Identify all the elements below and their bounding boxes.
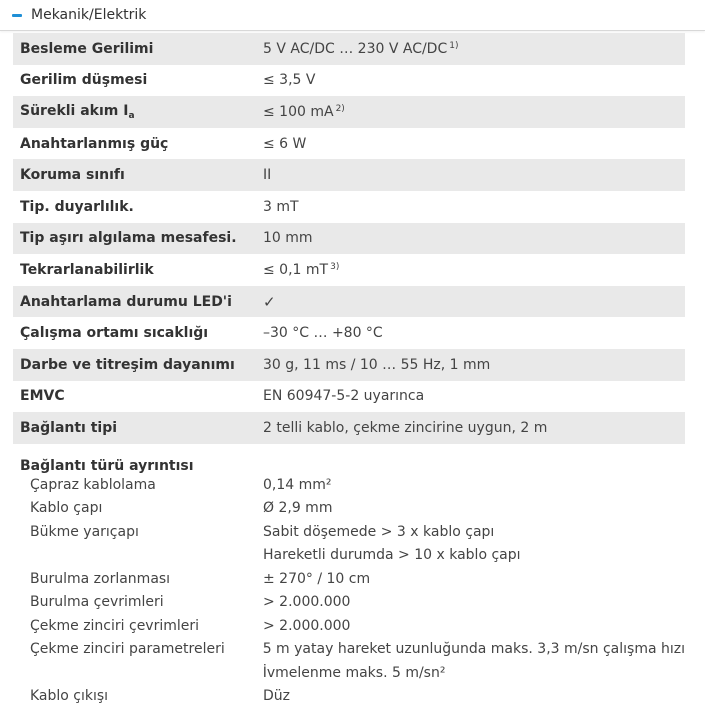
spec-label: Tip aşırı algılama mesafesi. [20, 230, 237, 247]
detail-value: Düz [263, 688, 291, 705]
spec-value: 10 mm [263, 230, 313, 247]
spec-row [13, 65, 685, 97]
spec-value: ≤ 0,1 mT $^{3)}$ [263, 261, 340, 278]
detail-value: > 2.000.000 [263, 617, 351, 634]
detail-row [13, 615, 685, 639]
spec-value: 2 telli kablo, çekme zincirine uygun, 2 m [263, 419, 548, 436]
spec-row [13, 381, 685, 413]
detail-value: ± 270° / 10 cm [263, 570, 371, 587]
detail-label: Çekme zinciri parametreleri [30, 641, 225, 658]
section-title: Mekanik/Elektrik [31, 7, 147, 23]
spec-value: 5 V AC/DC … 230 V AC/DC $^{1)}$ [263, 40, 459, 57]
spec-row [13, 349, 685, 381]
spec-row [13, 317, 685, 349]
spec-value: –30 °C … +80 °C [263, 325, 383, 342]
detail-label: Kablo çıkışı [30, 688, 109, 705]
detail-row [13, 685, 685, 709]
detail-label: Burulma zorlanması [30, 570, 171, 587]
spec-row [13, 96, 685, 128]
spec-label: EMVC [20, 388, 65, 405]
spec-label: Darbe ve titreşim dayanımı [20, 356, 235, 373]
detail-row [13, 497, 685, 521]
spec-label: Anahtarlanmış güç [20, 135, 169, 152]
spec-row [13, 254, 685, 286]
footnote-marker: 2) [335, 103, 345, 114]
spec-label: Tip. duyarlılık. [20, 198, 134, 215]
spec-label: Çalışma ortamı sıcaklığı [20, 325, 209, 342]
spec-value: 3 mT [263, 198, 299, 215]
detail-label: Çapraz kablolama [30, 476, 156, 493]
footnote-marker: 3) [330, 261, 340, 272]
spec-row [13, 223, 685, 255]
detail-label: Burulma çevrimleri [30, 594, 164, 611]
detail-row [13, 474, 685, 498]
detail-value: 5 m yatay hareket uzunluğunda maks. 3,3 m/sn çalışma hızı İvmelenme maks. 5 m/sn² [262, 641, 685, 681]
detail-value: 0,14 mm² [263, 476, 332, 493]
spec-row [13, 159, 685, 191]
collapse-minus-icon[interactable] [12, 14, 22, 17]
detail-label: Bükme yarıçapı [30, 523, 139, 540]
spec-value: EN 60947-5-2 uyarınca [263, 388, 425, 405]
spec-value: ≤ 3,5 V [263, 72, 316, 89]
detail-value: Sabit döşemede > 3 x kablo çapı Hareketli durumda > 10 x kablo çapı [263, 523, 521, 564]
spec-value: 30 g, 11 ms / 10 … 55 Hz, 1 mm [263, 356, 491, 373]
footnote-marker: 1) [449, 40, 459, 51]
connection-details-heading: Bağlantı türü ayrıntısı [20, 457, 194, 474]
detail-label: Kablo çapı [30, 500, 103, 517]
checkmark-icon: ✓ [263, 292, 276, 311]
detail-row [13, 521, 685, 568]
section-header-mechanical-electrical[interactable] [0, 0, 705, 31]
detail-row [13, 591, 685, 615]
spec-row [13, 286, 685, 318]
spec-row [13, 33, 685, 65]
detail-value: Ø 2,9 mm [263, 500, 333, 517]
spec-row [13, 191, 685, 223]
detail-row [13, 568, 685, 592]
spec-value: ≤ 100 mA $^{2)}$ [263, 103, 345, 120]
spec-row [13, 412, 685, 444]
spec-label: Besleme Gerilimi [20, 40, 154, 57]
spec-label: Koruma sınıfı [20, 167, 125, 184]
spec-label: Sürekli akım $I_a$ [20, 102, 135, 121]
spec-value: ≤ 6 W [263, 135, 307, 152]
spec-label: Anahtarlama durumu LED'i [20, 293, 232, 310]
detail-value: > 2.000.000 [263, 594, 351, 611]
spec-value: II [263, 167, 272, 184]
spec-table [13, 33, 685, 709]
detail-label: Çekme zinciri çevrimleri [30, 617, 200, 634]
spec-label: Tekrarlanabilirlik [20, 261, 154, 278]
spec-row [13, 128, 685, 160]
spec-label: Gerilim düşmesi [20, 72, 148, 89]
detail-row [13, 638, 685, 685]
spec-label: Bağlantı tipi [20, 419, 118, 436]
